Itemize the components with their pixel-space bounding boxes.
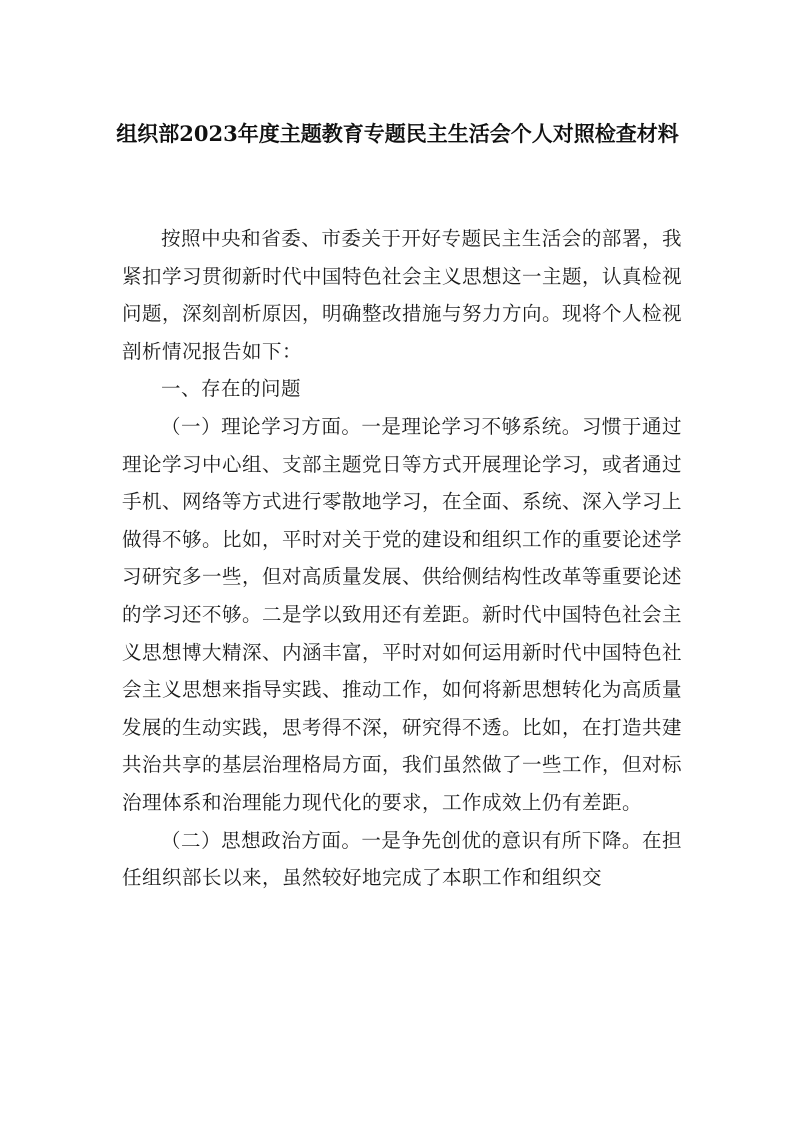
document-title: 组织部2023年度主题教育专题民主生活会个人对照检查材料 <box>116 121 679 146</box>
section-heading-problems: 一、存在的问题 <box>161 377 302 401</box>
document-body <box>122 220 682 897</box>
intro-paragraph: 按照中央和省委、市委关于开好专题民主生活会的部署，我紧扣学习贯彻新时代中国特色社会主义思想这一主题，认真检视问题，深刻剖析原因，明确整改措施与努力方向。现将个人检视剖析情况报告如下： <box>122 227 683 363</box>
paragraph-political-thought: （二）思想政治方面。一是争先创优的意识有所下降。在担任组织部长以来，虽然较好地完成了本职工作和组织交 <box>122 828 682 890</box>
paragraph-theory-study: （一）理论学习方面。一是理论学习不够系统。习惯于通过理论学习中心组、支部主题党日等方式开展理论学习，或者通过手机、网络等方式进行零散地学习，在全面、系统、深入学习上做得不够。比如，平时对关于党的建设和组织工作的重要论述学习研究多一些，但对高质量发展、供给侧结构性改革等重要论述的学习还不够。二是学以致用还有差距。新时代中国特色社会主义思想博大精深、内涵丰富，平时对如何运用新时代中国特色社会主义思想来指导实践、推动工作，如何将新思想转化为高质量发展的生动实践，思考得不深，研究得不透。比如，在打造共建共治共享的基层治理格局方面，我们虽然做了一些工作，但对标治理体系和治理能力现代化的要求，工作成效上仍有差距。 <box>122 414 683 814</box>
